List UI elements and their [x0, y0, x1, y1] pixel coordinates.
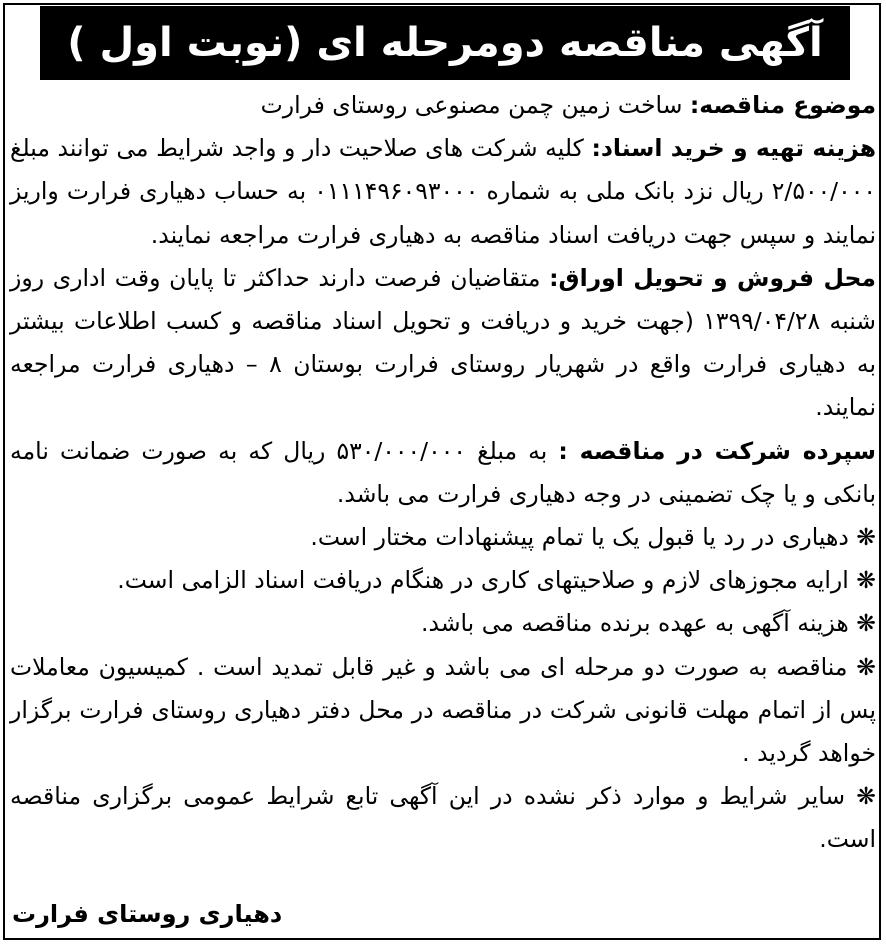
subject-label: موضوع مناقصه:: [689, 91, 876, 119]
delivery-text: متقاضیان فرصت دارند حداکثر تا پایان وقت اداری روز شنبه ۱۳۹۹/۰۴/۲۸ (جهت خرید و دریافت و تحویل اسناد مناقصه و کسب اطلاعات بیشتر به دهیاری فرارت واقع در شهریار روستای فرارت بوستان ۸ – دهیاری فرارت مراجعه نمایند.: [10, 263, 876, 422]
note-item: [10, 602, 876, 645]
docs-cost-text: کلیه شرکت های صلاحیت دار و واجد شرایط می توانند مبلغ ۲/۵۰۰/۰۰۰ ریال نزد بانک ملی به شماره ۰۱۱۱۴۹۶۰۹۳۰۰۰ به حساب دهیاری فرارت واریز نمایند و سپس جهت دریافت اسناد مناقصه به دهیاری فرارت مراجعه نمایند.: [10, 134, 876, 249]
docs-cost-paragraph: [10, 127, 876, 257]
note-text: دهیاری در رد یا قبول یک یا تمام پیشنهادات مختار است.: [310, 523, 849, 552]
asterisk-icon: ❋: [856, 566, 876, 595]
docs-cost-label: هزینه تهیه و خرید اسناد:: [591, 134, 876, 163]
signature: دهیاری روستای فرارت: [12, 900, 283, 928]
note-text: ارایه مجوزهای لازم و صلاحیتهای کاری در هنگام دریافت اسناد الزامی است.: [117, 566, 849, 595]
deposit-text: به مبلغ ۵۳۰/۰۰۰/۰۰۰ ریال که به صورت ضمانت نامه بانکی و یا چک تضمینی در وجه دهیاری فرارت می باشد.: [10, 436, 876, 508]
note-item: [10, 646, 876, 776]
subject-text: ساخت زمین چمن مصنوعی روستای فرارت: [260, 91, 683, 119]
notice-title: آگهی مناقصه دومرحله ای (نوبت اول ): [40, 6, 850, 80]
note-text: هزینه آگهی به عهده برنده مناقصه می باشد.: [421, 609, 849, 638]
note-item: [10, 775, 876, 861]
note-item: [10, 516, 876, 559]
note-text: مناقصه به صورت دو مرحله ای می باشد و غیر قابل تمدید است . کمیسیون معاملات پس از اتمام مهلت قانونی شرکت در مناقصه در محل دفتر دهیاری روستای فرارت برگزار خواهد گردید .: [10, 652, 876, 768]
asterisk-icon: ❋: [856, 609, 876, 638]
delivery-paragraph: [10, 257, 876, 430]
asterisk-icon: ❋: [856, 652, 876, 681]
delivery-label: محل فروش و تحویل اوراق:: [549, 263, 876, 292]
asterisk-icon: ❋: [856, 782, 876, 811]
deposit-label: سپرده شرکت در مناقصه :: [558, 436, 877, 465]
note-item: [10, 559, 876, 602]
subject-paragraph: [10, 84, 876, 127]
note-text: سایر شرایط و موارد ذکر نشده در این آگهی تابع شرایط عمومی برگزاری مناقصه است.: [10, 782, 876, 854]
deposit-paragraph: [10, 430, 876, 516]
notice-body: [10, 84, 876, 862]
asterisk-icon: ❋: [856, 523, 876, 552]
